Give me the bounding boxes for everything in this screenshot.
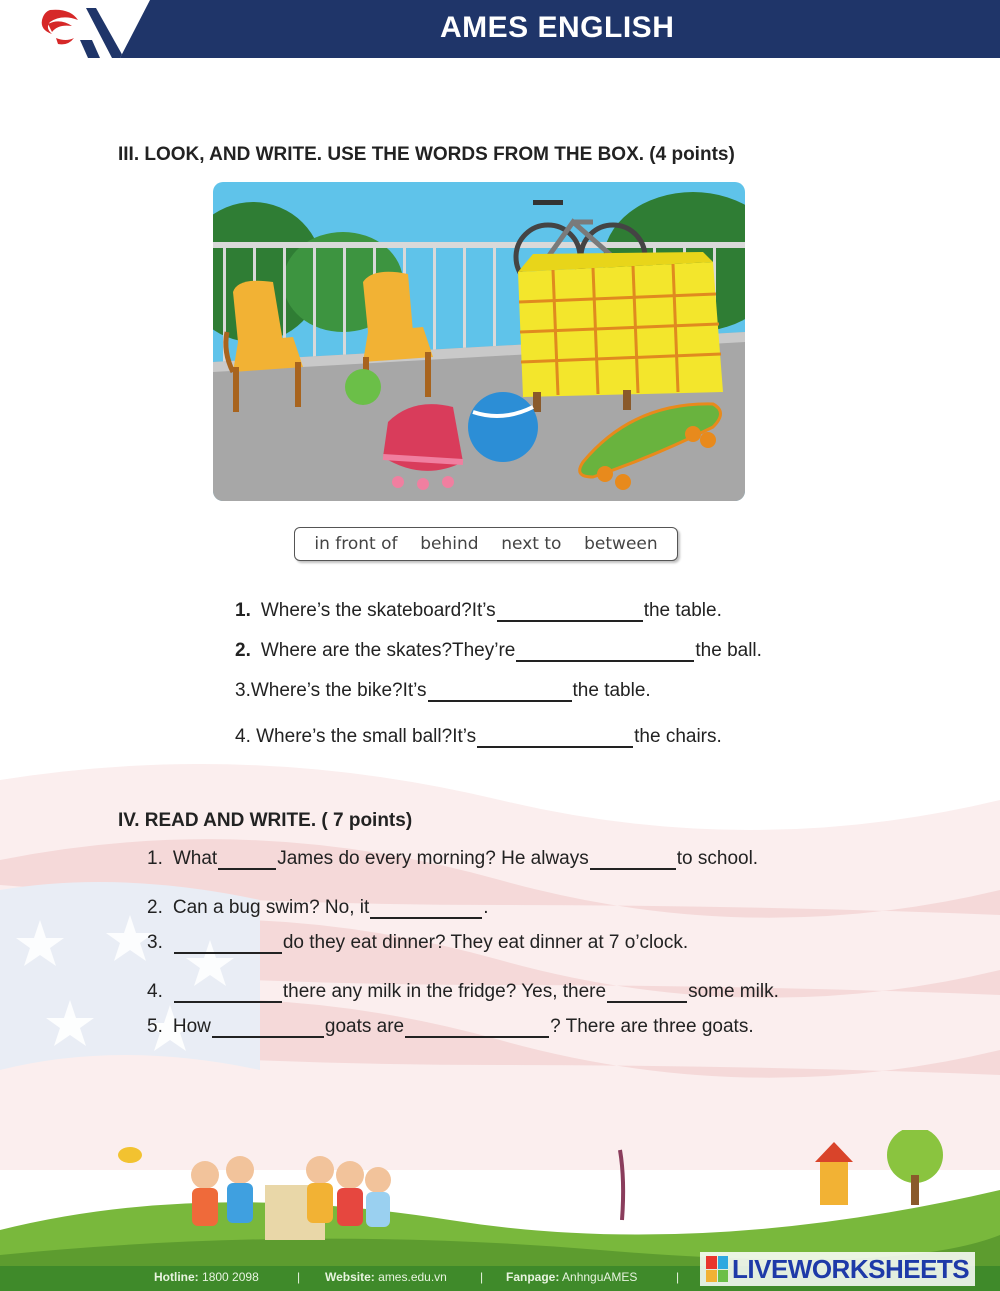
question-text: How [172,1016,211,1037]
answer-blank-4-1b[interactable] [590,850,676,870]
question-text: 3.Where’s the bike?It’s [235,680,427,701]
answer-blank-3-3[interactable] [428,682,572,702]
question-3-3 [235,680,651,702]
question-text: goats are [324,1016,405,1037]
page-header [0,0,1000,58]
answer-blank-4-4a[interactable] [174,983,282,1003]
liveworksheets-watermark [700,1252,975,1286]
question-4-2 [147,897,489,919]
answer-blank-4-1a[interactable] [218,850,276,870]
liveworksheets-logo-icon [706,1256,728,1282]
section-3-heading: III. LOOK, AND WRITE. USE THE WORDS FROM THE BOX. (4 points) [118,144,735,165]
question-3-4 [235,726,722,748]
question-text-end: the ball. [695,640,762,661]
word-in-front-of: in front of [314,534,398,554]
section-4-heading: IV. READ AND WRITE. ( 7 points) [118,810,413,831]
footer-hotline-label: Hotline: [154,1270,199,1284]
question-3-1 [235,600,722,622]
question-text: there any milk in the fridge? Yes, there [282,981,607,1002]
question-text: Where’s the skateboard?It’s [260,600,496,621]
question-number: 4. [147,981,163,1002]
word-between: between [584,534,658,554]
question-text: 4. Where’s the small ball?It’s [235,726,477,747]
question-text: What [172,848,218,869]
question-text-end: to school. [676,848,759,869]
footer-hotline-value: 1800 2098 [202,1270,259,1284]
word-next-to: next to [501,534,562,554]
question-number: 1. [235,600,251,621]
answer-blank-3-1[interactable] [497,602,643,622]
footer-fanpage-label: Fanpage: [506,1270,560,1284]
answer-blank-4-5b[interactable] [405,1018,549,1038]
word-box [294,527,678,561]
question-4-1 [147,848,758,870]
footer-website-label: Website: [325,1270,375,1284]
question-text: Can a bug swim? No, it [172,897,370,918]
answer-blank-4-4b[interactable] [607,983,687,1003]
word-behind: behind [420,534,479,554]
question-text-end: the table. [643,600,722,621]
question-4-5 [147,1016,754,1038]
footer-separator: | [297,1270,301,1284]
answer-blank-4-3[interactable] [174,934,282,954]
question-text: do they eat dinner? They eat dinner at 7 o’clock. [282,932,689,953]
question-number: 3. [147,932,163,953]
footer-website [325,1270,447,1284]
answer-blank-3-4[interactable] [477,728,633,748]
question-text-end: . [483,897,489,918]
question-number: 2. [235,640,251,661]
footer-hotline [154,1270,259,1284]
balcony-scene-illustration [213,182,745,501]
question-number: 2. [147,897,163,918]
question-text-end: some milk. [688,981,779,1002]
footer-fanpage [506,1270,637,1284]
footer-separator: | [676,1270,680,1284]
answer-blank-3-2[interactable] [516,642,694,662]
question-text-end: ? There are three goats. [550,1016,754,1037]
question-number: 5. [147,1016,163,1037]
question-4-4 [147,981,779,1003]
question-number: 1. [147,848,163,869]
footer-fanpage-value: AnhnguAMES [562,1270,638,1284]
question-text: James do every morning? He always [277,848,589,869]
question-text-end: the chairs. [634,726,722,747]
question-4-3 [147,932,688,954]
ames-logo-icon [0,0,130,58]
flag-background-illustration [0,740,1000,1170]
footer-separator: | [480,1270,484,1284]
ames-logo [0,0,150,58]
answer-blank-4-5a[interactable] [212,1018,324,1038]
footer-website-value: ames.edu.vn [378,1270,447,1284]
question-text-end: the table. [572,680,651,701]
liveworksheets-text: LIVEWORKSHEETS [732,1253,970,1284]
brand-title: AMES ENGLISH [440,11,675,44]
question-3-2 [235,640,762,662]
answer-blank-4-2[interactable] [370,899,482,919]
question-text: Where are the skates?They’re [260,640,516,661]
